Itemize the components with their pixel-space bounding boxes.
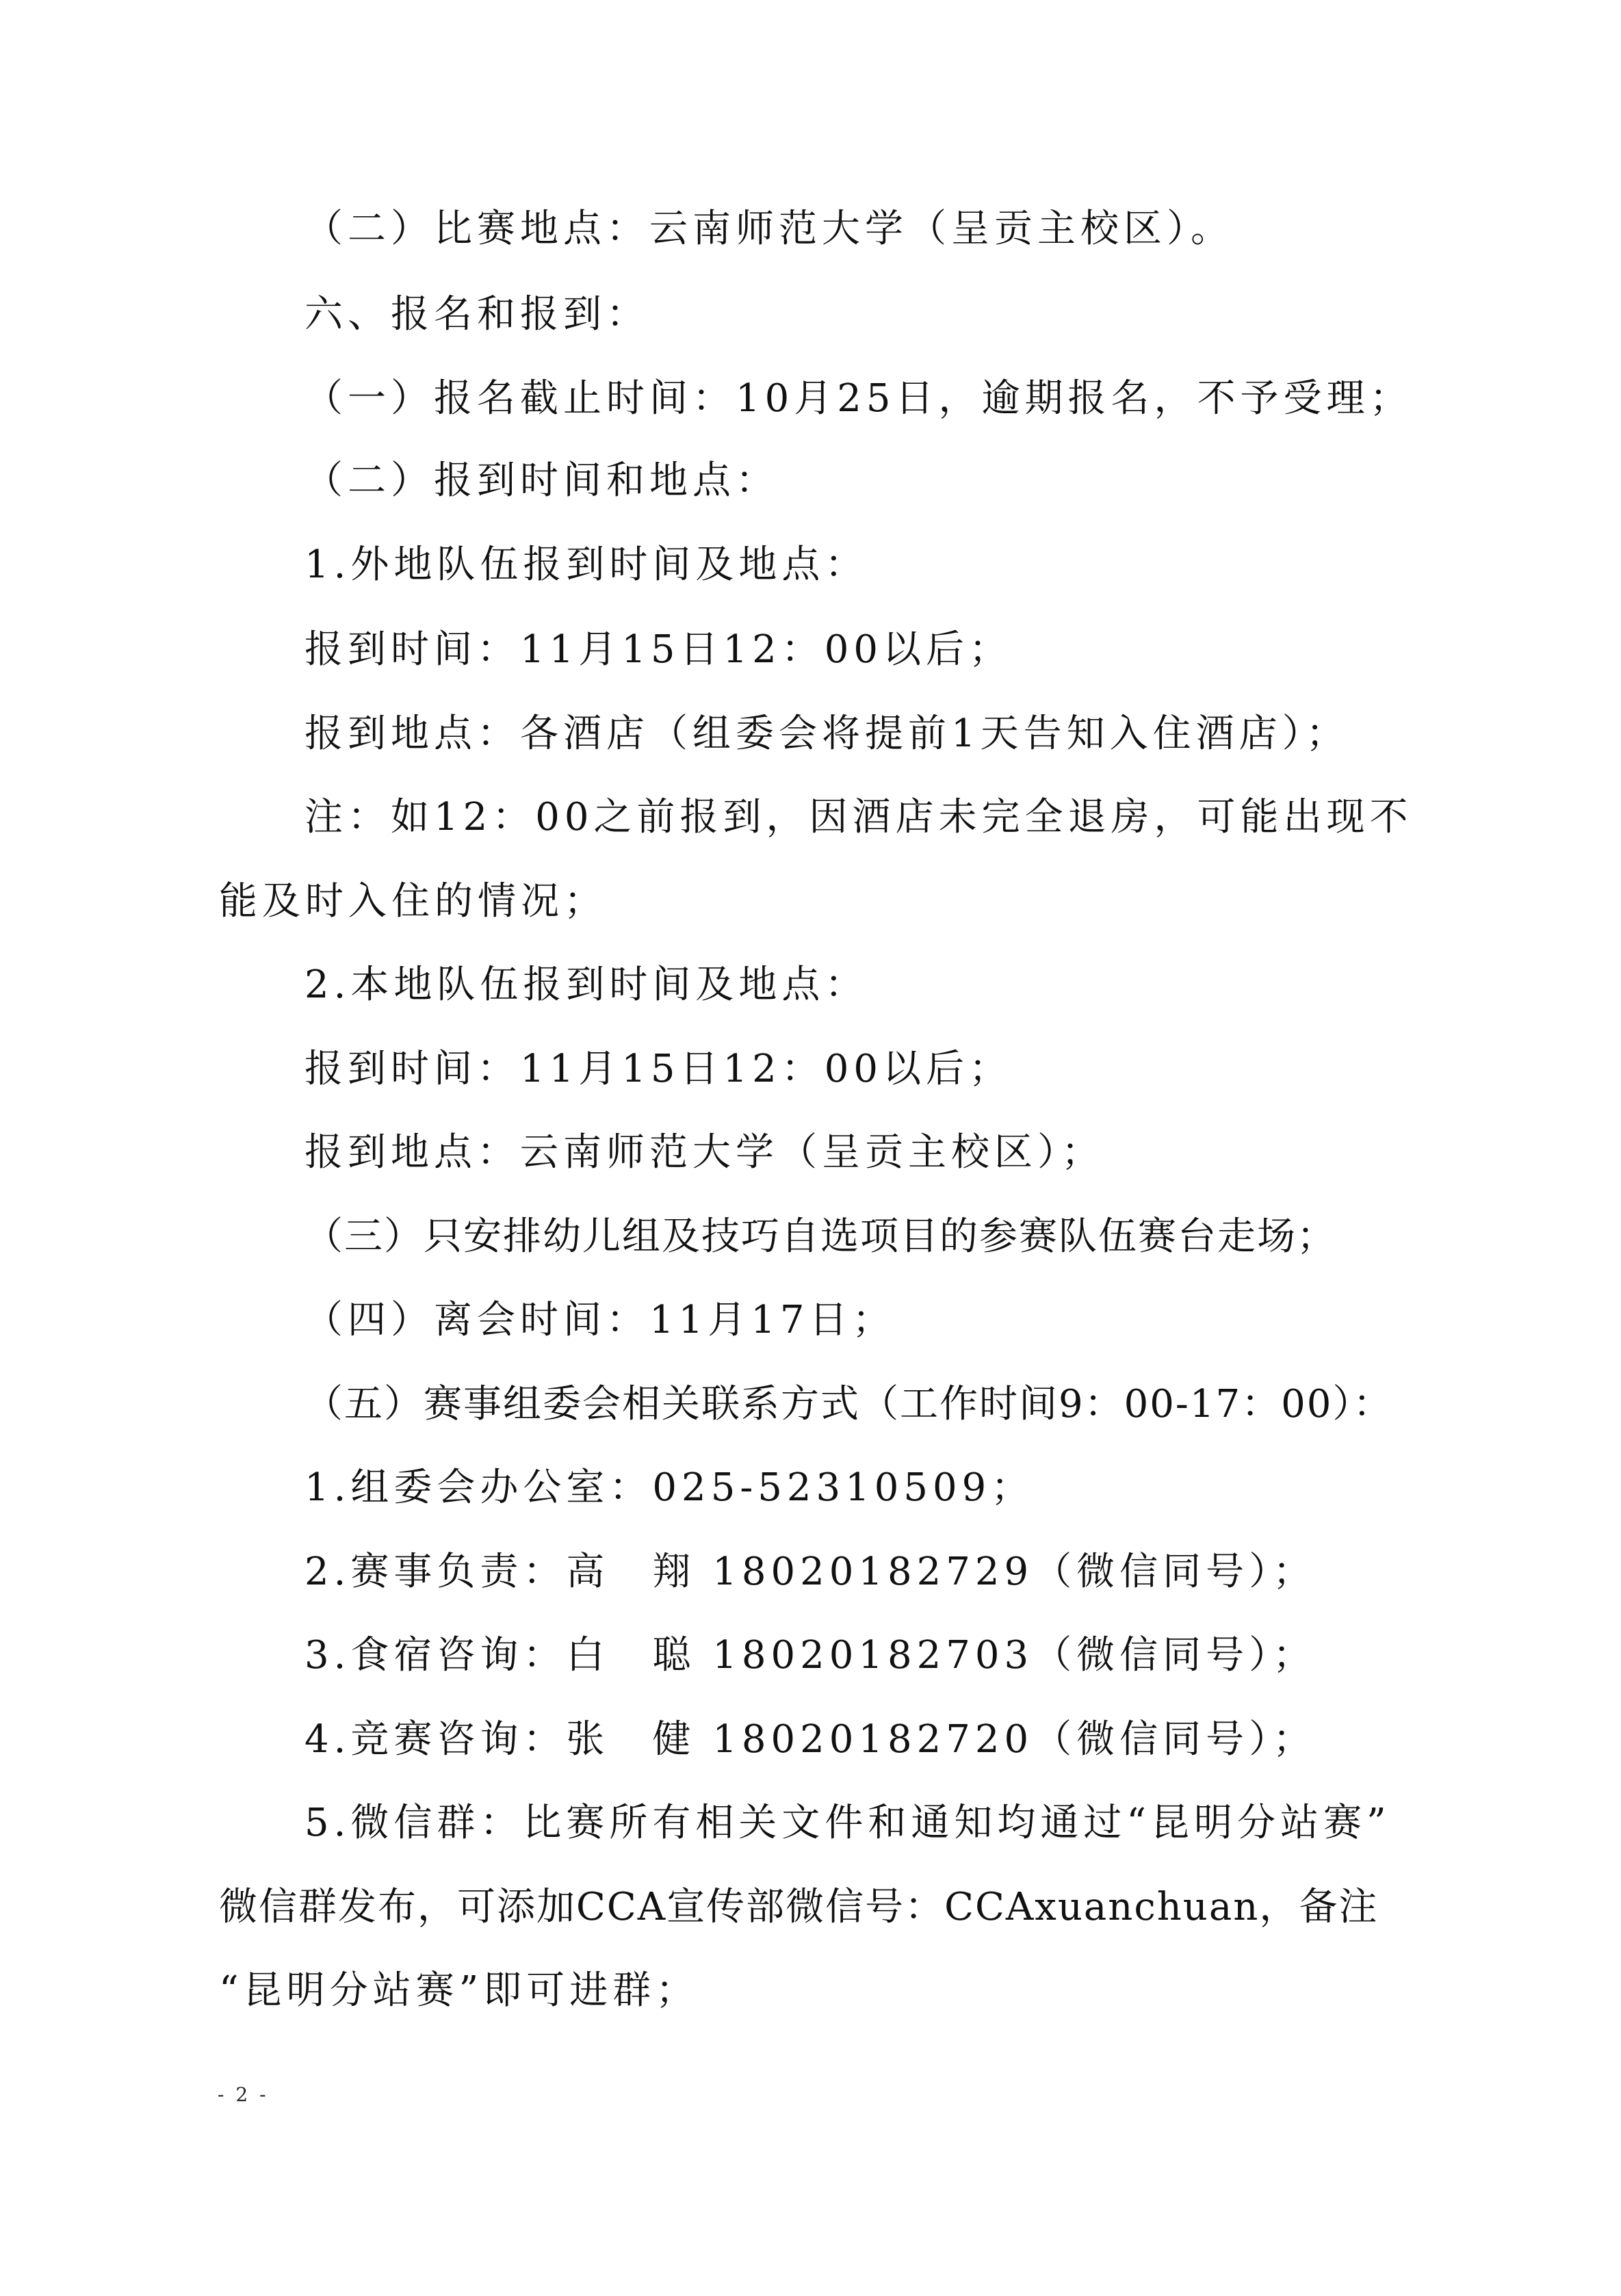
checkin-time-place-heading: （二）报到时间和地点： [304,458,779,503]
local-teams-heading: 2.本地队伍报到时间及地点： [304,963,868,1007]
out-of-town-checkin-place: 报到地点：各酒店（组委会将提前1天告知入住酒店）； [304,712,1349,756]
contact-office-line: 1.组委会办公室：025-52310509； [304,1465,1035,1510]
section-registration-heading: 六、报名和报到： [304,292,649,337]
checkin-note-line-1: 注：如12：00之前报到，因酒店未完全退房，可能出现不 [304,795,1413,839]
walkthrough-arrangement-line: （三）只安排幼儿组及技巧自选项目的参赛队伍赛台走场； [304,1214,1336,1259]
out-of-town-checkin-time: 报到时间：11月15日12：00以后； [304,627,1013,672]
checkin-note-line-2: 能及时入住的情况； [219,879,607,924]
wechat-group-line-2: 微信群发布，可添加CCA宣传部微信号：CCAxuanchuan，备注 [219,1885,1379,1929]
contact-event-lead-line: 2.赛事负责：高 翔 18020182729（微信同号）； [304,1550,1317,1594]
venue-line: （二）比赛地点：云南师范大学（呈贡主校区）。 [304,207,1234,251]
contact-info-heading: （五）赛事组委会相关联系方式（工作时间9：00-17：00）： [304,1382,1393,1426]
page-number: - 2 - [218,2083,269,2106]
wechat-group-line-1: 5.微信群：比赛所有相关文件和通知均通过“昆明分站赛” [304,1801,1391,1845]
local-checkin-time: 报到时间：11月15日12：00以后； [304,1047,1013,1091]
out-of-town-teams-heading: 1.外地队伍报到时间及地点： [304,543,868,587]
registration-deadline-line: （一）报名截止时间：10月25日，逾期报名，不予受理； [304,376,1413,421]
contact-competition-line: 4.竞赛咨询：张 健 18020182720（微信同号）； [304,1717,1317,1762]
wechat-group-line-3: “昆明分站赛”即可进群； [219,1968,699,2013]
contact-lodging-line: 3.食宿咨询：白 聪 18020182703（微信同号）； [304,1633,1317,1678]
local-checkin-place: 报到地点：云南师范大学（呈贡主校区）； [304,1130,1104,1175]
departure-time-line: （四）离会时间：11月17日； [304,1298,896,1342]
